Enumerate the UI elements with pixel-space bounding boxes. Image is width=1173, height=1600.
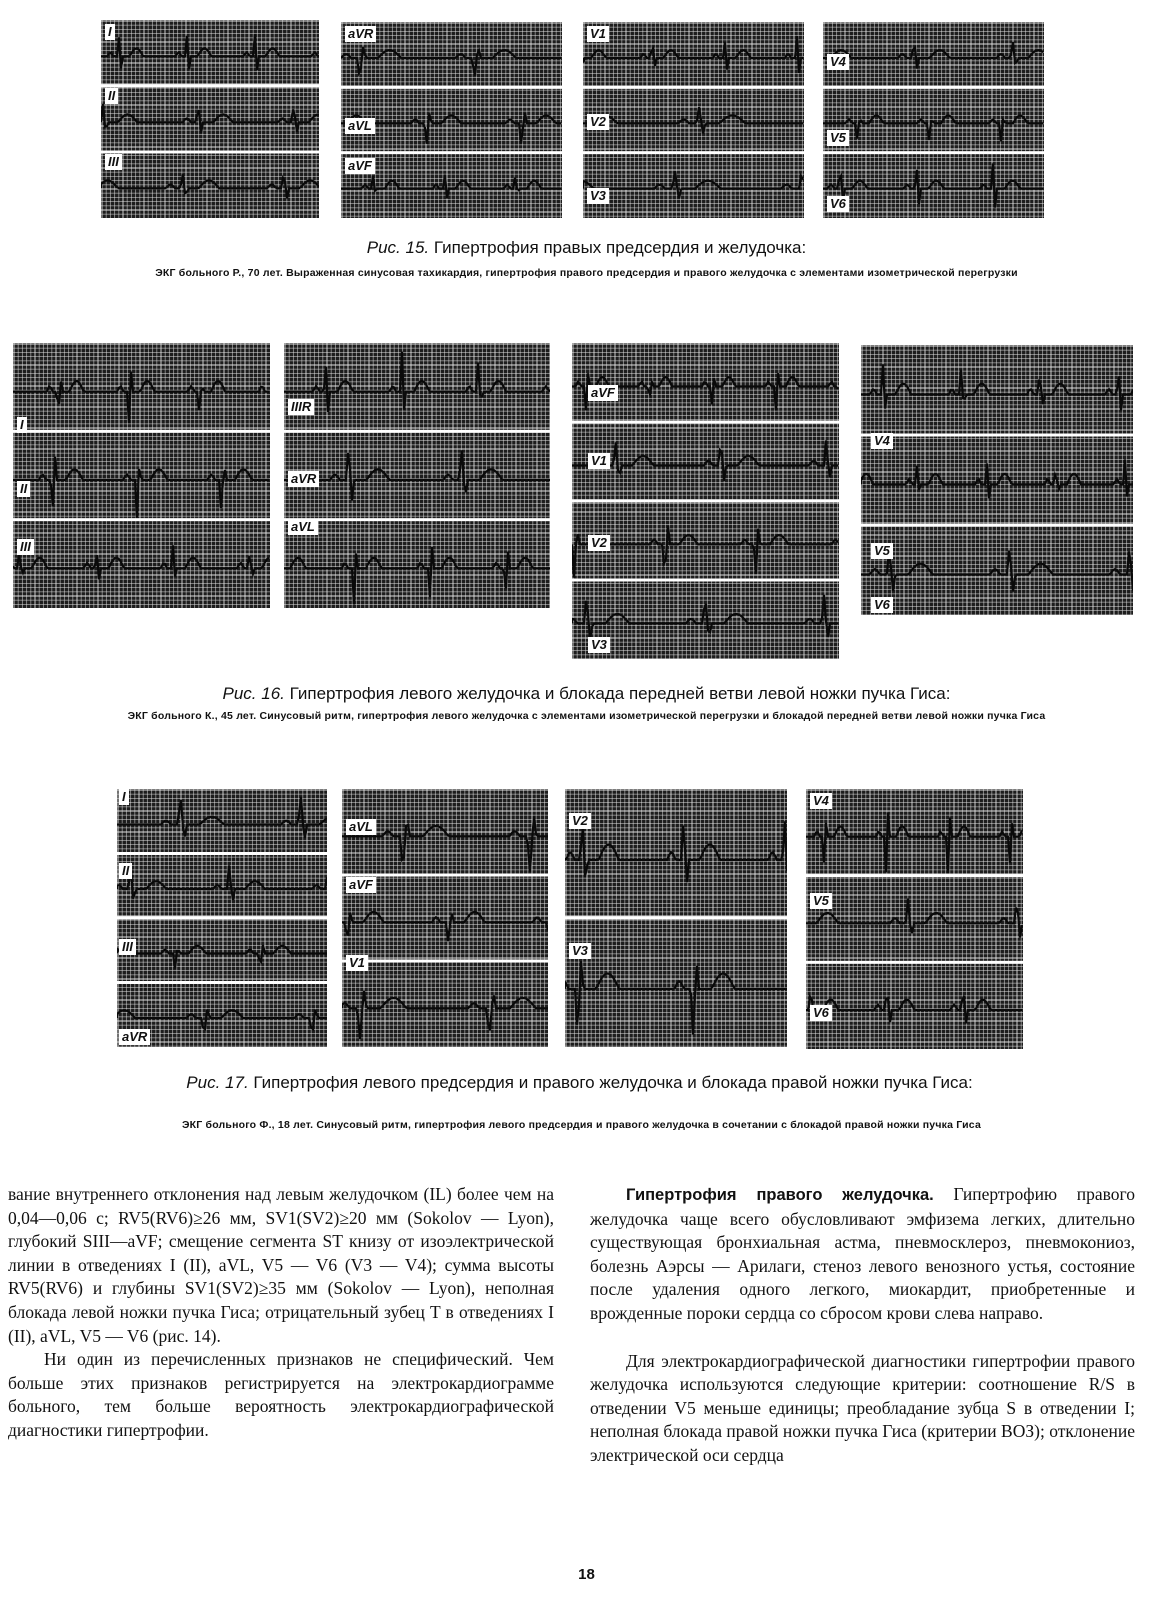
lead-label-V6: V6 [871, 597, 893, 613]
fig15-panel-v1v3 [583, 22, 804, 218]
fig17-panel-v2v3 [565, 789, 787, 1047]
lead-label-aVF: aVF [345, 158, 375, 174]
ecg-grid [101, 20, 319, 218]
fig17-title [128, 1073, 1031, 1093]
lead-label-aVL: aVL [346, 819, 376, 835]
section-heading: Гипертрофия правого желудочка. [626, 1186, 934, 1204]
lead-label-V2: V2 [569, 813, 591, 829]
fig15-description: ЭКГ больного Р., 70 лет. Выраженная синусовая тахикардия, гипертрофия правого предсердия и правого желудочка с элементами изометрической перегрузки [155, 267, 1018, 279]
fig15-number: Рис. 15. [366, 238, 430, 257]
lead-label-aVR: aVR [119, 1029, 150, 1045]
fig16-panel-aVF-v3 [572, 343, 839, 659]
right-paragraph-2: Для электрокардиографической диагностики гипертрофии правого желудочка используются следующие критерии: соотношение R/S в отведении V5 меньше единицы; преобладание зубца S в отведении I; неполная блокада правой ножки пучка Гиса (критерии ВОЗ); отклонение электрической оси сердца [590, 1350, 1135, 1465]
lead-label-I: I [119, 789, 129, 805]
fig15-panel-augmented [341, 22, 562, 218]
lead-label-V4: V4 [871, 433, 893, 449]
right-paragraph-1-text: Гипертрофию правого желудочка чаще всего обусловливают эмфизема легких, длительно существующая бронхиальная астма, пневмосклероз, пневмокониоз, болезнь Аэрсы — Арилаги, стеноз левого венозного устья, состояние после удаления одного легкого, миокардит, приобретенные и врожденные пороки сердца со сбросом крови слева направо. [590, 1184, 1135, 1323]
lead-label-I: I [105, 24, 115, 40]
left-paragraph-2: Ни один из перечисленных признаков не специфический. Чем больше этих признаков регистрируется на электрокардиограмме больного, тем больше вероятность электрокардиографической диагностики гипертрофии. [8, 1349, 554, 1440]
lead-label-V3: V3 [569, 943, 591, 959]
ecg-grid [284, 343, 550, 608]
fig17-description: ЭКГ больного Ф., 18 лет. Синусовый ритм, гипертрофия левого предсердия и правого желудочка в сочетании с блокадой правой ножки пучка Гиса [181, 1119, 982, 1131]
fig17-panel-v4v6 [806, 789, 1023, 1049]
lead-label-III: III [105, 154, 122, 170]
lead-label-V5: V5 [810, 893, 832, 909]
ecg-grid [861, 345, 1133, 615]
ecg-grid [117, 789, 327, 1047]
right-column [590, 1183, 1135, 1468]
left-paragraph-1: вание внутреннего отклонения над левым желудочком (IL) более чем на 0,04—0,06 с; RV5(RV6)≥26 мм, SV1(SV2)≥20 мм (Sokolov — Lyon), глубокий SIII—aVF; смещение сегмента ST книзу от изоэлектрической линии в отведениях I (II), aVL, V5 — V6 (V3 — V4); сумма высоты RV5(RV6) и глубины SV1(SV2)≥35 мм (Sokolov — Lyon), неполная блокада левой ножки пучка Гиса; отрицательный зубец T в отведениях I (II), aVL, V5 — V6 (рис. 14). [8, 1184, 554, 1346]
lead-label-V2: V2 [587, 114, 609, 130]
lead-label-aVR: aVR [345, 26, 376, 42]
lead-label-V6: V6 [810, 1005, 832, 1021]
fig16-title [60, 684, 1113, 704]
lead-label-V4: V4 [810, 793, 832, 809]
lead-label-V5: V5 [827, 130, 849, 146]
lead-label-III: III [119, 939, 136, 955]
fig16-number: Рис. 16. [222, 684, 285, 703]
fig15-title-text: Гипертрофия правых предсердия и желудочка: [429, 238, 807, 257]
fig17-number: Рис. 17. [186, 1073, 249, 1092]
page-number: 18 [578, 1566, 595, 1583]
lead-label-aVR: aVR [288, 471, 319, 487]
lead-label-aVF: aVF [588, 385, 618, 401]
lead-label-II: II [17, 481, 30, 497]
ecg-grid [806, 789, 1023, 1049]
lead-label-IIIR: IIIR [288, 399, 314, 415]
lead-label-V4: V4 [827, 54, 849, 70]
fig16-title-text: Гипертрофия левого желудочка и блокада передней ветви левой ножки пучка Гиса: [284, 684, 951, 703]
lead-label-I: I [17, 417, 27, 433]
ecg-grid [13, 343, 270, 608]
ecg-grid [565, 789, 787, 1047]
right-paragraph-1 [590, 1183, 1135, 1326]
lead-label-V3: V3 [587, 188, 609, 204]
lead-label-aVL: aVL [288, 519, 318, 535]
lead-label-V1: V1 [346, 955, 368, 971]
lead-label-aVL: aVL [345, 118, 375, 134]
ecg-grid [583, 22, 804, 218]
ecg-grid [823, 22, 1044, 218]
lead-label-V2: V2 [588, 535, 610, 551]
fig16-description: ЭКГ больного К., 45 лет. Синусовый ритм, гипертрофия левого желудочка с элементами изометрической перегрузки и блокадой передней ветви левой ножки пучка Гиса [127, 710, 1046, 722]
lead-label-V1: V1 [587, 26, 609, 42]
fig15-panel-v4v6 [823, 22, 1044, 218]
fig16-panel-v4v6 [861, 345, 1133, 615]
lead-label-aVF: aVF [346, 877, 376, 893]
lead-label-V3: V3 [588, 637, 610, 653]
fig17-panel-limb [117, 789, 327, 1047]
left-column [8, 1183, 554, 1443]
lead-label-III: III [17, 539, 34, 555]
lead-label-V6: V6 [827, 196, 849, 212]
fig16-panel-limb [13, 343, 270, 608]
lead-label-II: II [105, 88, 118, 104]
lead-label-II: II [119, 863, 132, 879]
fig17-title-text: Гипертрофия левого предсердия и правого желудочка и блокада правой ножки пучка Гиса: [248, 1073, 973, 1092]
lead-label-V5: V5 [871, 543, 893, 559]
fig16-panel-augmented [284, 343, 550, 608]
lead-label-V1: V1 [588, 453, 610, 469]
fig15-panel-limb [101, 20, 319, 218]
fig15-title [100, 238, 1073, 258]
fig17-panel-augmented [342, 789, 548, 1047]
